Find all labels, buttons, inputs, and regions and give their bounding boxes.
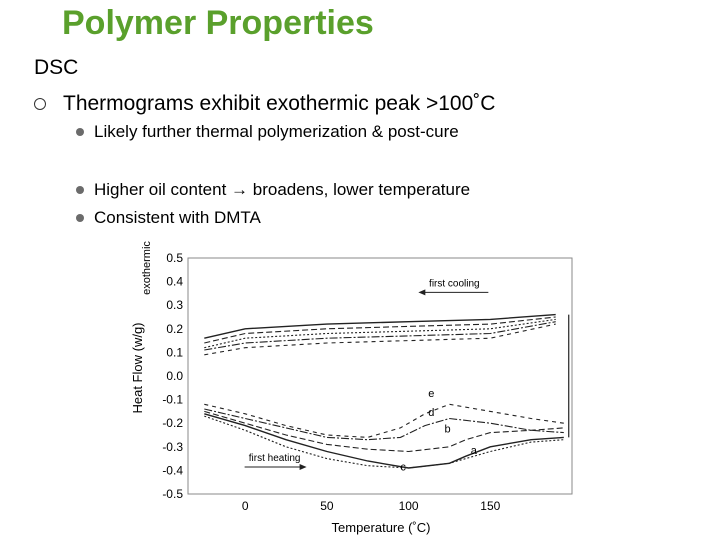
x-tick-label: 0 — [241, 499, 249, 513]
x-axis-label: Temperature (˚C) — [331, 520, 431, 535]
subbullet-3-text: Consistent with DMTA — [94, 208, 261, 227]
ring-bullet-icon — [34, 98, 46, 110]
subbullet-1 — [76, 122, 459, 142]
subbullet-1-text: Likely further thermal polymerization & post-cure — [94, 122, 459, 141]
dsc-thermogram-chart — [128, 238, 588, 540]
x-tick-label: 50 — [320, 499, 334, 513]
y-tick-label: 0.3 — [166, 298, 183, 313]
series-label-e: e — [428, 388, 435, 401]
cooling-series-b — [204, 317, 555, 343]
y-tick-label: -0.3 — [162, 439, 183, 454]
dot-bullet-icon — [76, 186, 84, 194]
y-tick-label: 0.2 — [166, 321, 183, 336]
y-tick-label: 0.4 — [166, 274, 183, 289]
y-tick-label: -0.4 — [162, 463, 183, 478]
annotation-text: first heating — [248, 452, 301, 464]
series-label-c: c — [400, 461, 406, 474]
cooling-arrowhead — [418, 289, 425, 295]
y-tick-labels — [162, 251, 183, 501]
y-tick-label: -0.2 — [162, 416, 183, 431]
series-label-b: b — [444, 423, 451, 436]
x-tick-label: 100 — [398, 499, 419, 513]
section-heading: DSC — [34, 56, 79, 79]
bullet-1-text: Thermograms exhibit exothermic peak >100˚C — [63, 92, 496, 115]
cooling-series-c — [204, 319, 555, 347]
x-tick-labels — [242, 499, 501, 513]
x-tick-label: 150 — [480, 499, 501, 513]
subbullet-2 — [76, 180, 470, 200]
heating-series-b — [204, 411, 564, 451]
annotation-group — [245, 278, 489, 473]
series-label-a: a — [470, 444, 477, 457]
annotation-text: first cooling — [429, 278, 480, 290]
series-label-d: d — [428, 407, 435, 420]
plot-frame — [188, 258, 572, 494]
y-tick-label: 0.5 — [166, 251, 183, 265]
y-tick-label: 0.0 — [166, 369, 183, 383]
series-group — [204, 315, 568, 468]
y-tick-label: -0.5 — [162, 487, 183, 501]
exothermic-label: exothermic — [141, 241, 153, 295]
cooling-series-a — [204, 315, 555, 339]
heating-arrowhead — [300, 464, 307, 470]
y-axis-label: Heat Flow (w/g) — [130, 322, 145, 414]
heating-series-e — [204, 404, 564, 437]
dot-bullet-icon — [76, 128, 84, 136]
y-tick-label: 0.1 — [166, 345, 183, 360]
subbullet-3 — [76, 208, 261, 228]
y-tick-label: -0.1 — [162, 392, 183, 407]
bullet-1 — [34, 92, 495, 116]
dot-bullet-icon — [76, 214, 84, 222]
slide-title: Polymer Properties — [62, 4, 374, 42]
subbullet-2-text: Higher oil content → broadens, lower temperature — [94, 180, 471, 199]
